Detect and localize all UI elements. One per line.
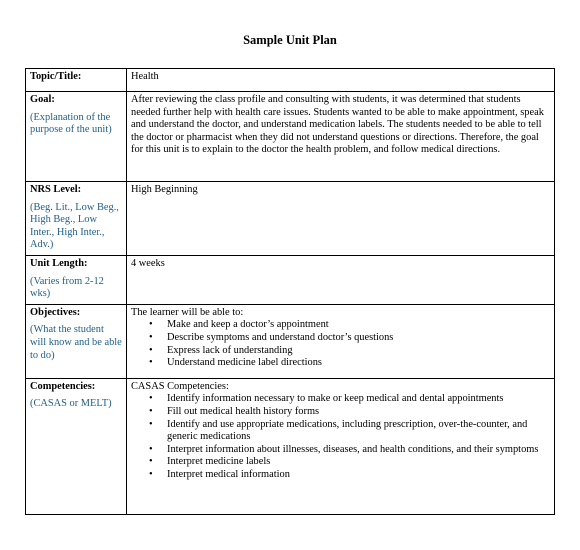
length-label: Unit Length: — [30, 257, 88, 269]
label-cell-topic — [26, 69, 127, 92]
objectives-note: (What the student will know and be able to do) — [30, 324, 122, 361]
topic-value: Health — [131, 71, 159, 82]
list-item — [149, 357, 550, 370]
unit-plan-table — [25, 68, 555, 515]
topic-label: Topic/Title: — [30, 71, 82, 82]
content-cell-nrs — [127, 182, 555, 256]
content-cell-competencies — [127, 378, 555, 514]
bullet-icon: • — [149, 331, 153, 343]
competencies-list — [131, 393, 550, 481]
competency-text: Interpret medicine labels — [167, 456, 271, 468]
objective-text: Understand medicine label directions — [167, 357, 322, 369]
competencies-note: (CASAS or MELT) — [30, 398, 112, 410]
table-row-topic — [26, 69, 555, 92]
list-item — [149, 393, 550, 406]
objective-text: Make and keep a doctor’s appointment — [167, 319, 329, 331]
length-note: (Varies from 2-12 wks) — [30, 275, 104, 300]
competency-text: Interpret medical information — [167, 468, 290, 480]
nrs-note: (Beg. Lit., Low Beg., High Beg., Low Inter., High Inter., Adv.) — [30, 201, 119, 251]
competency-text: Identify information necessary to make or keep medical and dental appointments — [167, 393, 504, 405]
nrs-label: NRS Level: — [30, 184, 82, 195]
table-row-competencies — [26, 378, 555, 514]
bullet-icon: • — [149, 405, 153, 417]
competencies-intro: CASAS Competencies: — [131, 380, 229, 392]
nrs-value: High Beginning — [131, 184, 198, 195]
objective-text: Express lack of understanding — [167, 344, 293, 356]
content-cell-goal — [127, 92, 555, 182]
objectives-list — [131, 319, 550, 369]
objective-text: Describe symptoms and understand doctor’s questions — [167, 331, 394, 343]
content-cell-objectives — [127, 304, 555, 378]
list-item — [149, 319, 550, 332]
bullet-icon: • — [149, 418, 153, 430]
length-value: 4 weeks — [131, 257, 165, 269]
table-row-objectives — [26, 304, 555, 378]
bullet-icon: • — [149, 319, 153, 331]
content-cell-topic — [127, 69, 555, 92]
objectives-intro: The learner will be able to: — [131, 306, 244, 318]
label-cell-nrs — [26, 182, 127, 256]
list-item — [149, 331, 550, 345]
list-item — [149, 468, 550, 482]
label-cell-length — [26, 255, 127, 304]
competencies-label: Competencies: — [30, 380, 96, 392]
goal-value: After reviewing the class profile and consulting with students, it was determined that students needed further help with health care issues. Students wanted to be able to make appointment, speak and understand the doctor, and understand medication labels. The students needed to be able to tell the doctor or pharmacist when they did not understand questions or directions. Therefore, the goal for this unit is to explain to the doctor the health problem, and follow medical directions. — [131, 94, 544, 156]
list-item — [149, 443, 550, 457]
list-item — [149, 344, 550, 358]
bullet-icon: • — [149, 357, 153, 369]
list-item — [149, 405, 550, 419]
bullet-icon: • — [149, 344, 153, 356]
competency-text: Fill out medical health history forms — [167, 405, 320, 417]
goal-label: Goal: — [30, 94, 55, 105]
objectives-label: Objectives: — [30, 306, 81, 318]
bullet-icon: • — [149, 468, 153, 480]
goal-note: (Explanation of the purpose of the unit) — [30, 111, 112, 136]
table-row-nrs — [26, 182, 555, 256]
bullet-icon: • — [149, 393, 153, 405]
label-cell-objectives — [26, 304, 127, 378]
page-title: Sample Unit Plan — [243, 33, 337, 47]
table-row-length — [26, 255, 555, 304]
content-cell-length — [127, 255, 555, 304]
competency-text: Identify and use appropriate medications, including prescription, over-the-counter, and generic medications — [167, 418, 528, 443]
list-item — [149, 418, 550, 444]
label-cell-goal — [26, 92, 127, 182]
table-row-goal — [26, 92, 555, 182]
bullet-icon: • — [149, 456, 153, 468]
competency-text: Interpret information about illnesses, diseases, and health conditions, and their symptoms — [167, 443, 539, 455]
bullet-icon: • — [149, 443, 153, 455]
label-cell-competencies — [26, 378, 127, 514]
list-item — [149, 456, 550, 469]
